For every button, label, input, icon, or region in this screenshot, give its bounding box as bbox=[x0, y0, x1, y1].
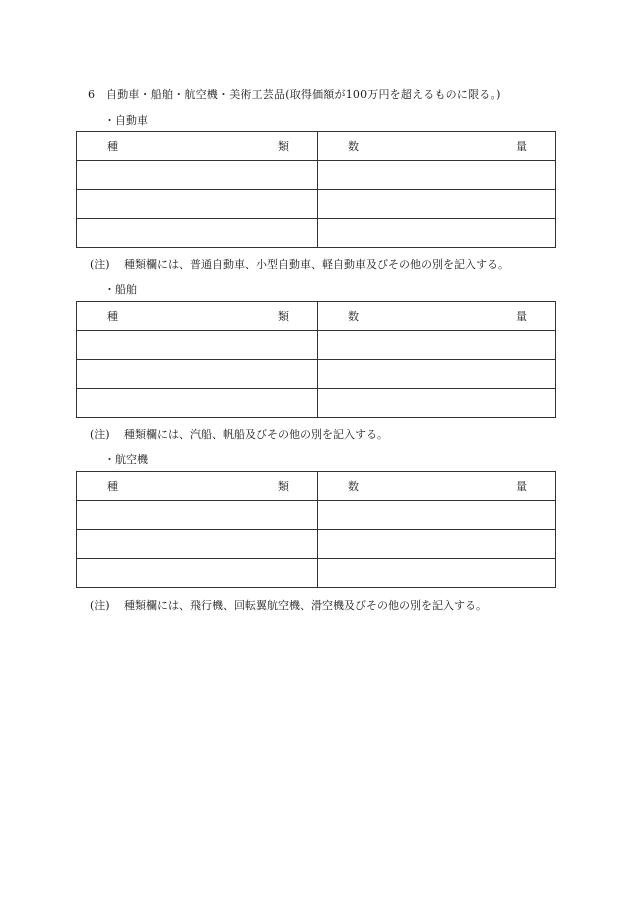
quantity-header-char-2: 量 bbox=[516, 140, 527, 153]
type-header-char-2: 類 bbox=[278, 310, 289, 323]
type-cell[interactable] bbox=[77, 501, 318, 530]
section-heading-text: 自動車・船舶・航空機・美術工芸品(取得価額が100万円を超えるものに限る。) bbox=[106, 88, 501, 101]
quantity-cell[interactable] bbox=[318, 530, 556, 559]
table-header-row bbox=[77, 132, 556, 161]
type-header-char-1: 種 bbox=[107, 480, 118, 493]
quantity-cell[interactable] bbox=[318, 190, 556, 219]
type-cell[interactable] bbox=[77, 331, 318, 360]
subsection-title-aircraft: ・航空機 bbox=[104, 453, 148, 466]
note-tag: (注) bbox=[90, 599, 110, 612]
quantity-column-header bbox=[318, 132, 556, 161]
table-row bbox=[77, 501, 556, 530]
type-column-header bbox=[77, 302, 318, 331]
type-cell[interactable] bbox=[77, 360, 318, 389]
table-row bbox=[77, 161, 556, 190]
quantity-header-char-1: 数 bbox=[348, 140, 359, 153]
quantity-header-char-2: 量 bbox=[516, 480, 527, 493]
type-cell[interactable] bbox=[77, 389, 318, 418]
type-cell[interactable] bbox=[77, 219, 318, 248]
quantity-cell[interactable] bbox=[318, 559, 556, 588]
quantity-cell[interactable] bbox=[318, 360, 556, 389]
type-header-char-1: 種 bbox=[107, 140, 118, 153]
type-cell[interactable] bbox=[77, 190, 318, 219]
type-column-header bbox=[77, 472, 318, 501]
aircraft-note bbox=[90, 597, 487, 613]
section-heading bbox=[88, 86, 501, 102]
type-column-header bbox=[77, 132, 318, 161]
note-text: 種類欄には、飛行機、回転翼航空機、滑空機及びその他の別を記入する。 bbox=[124, 599, 487, 612]
table-row bbox=[77, 559, 556, 588]
subsection-title-automobile: ・自動車 bbox=[104, 114, 148, 127]
quantity-column-header bbox=[318, 302, 556, 331]
note-tag: (注) bbox=[90, 258, 110, 271]
table-row bbox=[77, 360, 556, 389]
type-header-char-2: 類 bbox=[278, 480, 289, 493]
section-number: 6 bbox=[88, 88, 96, 101]
note-tag: (注) bbox=[90, 428, 110, 441]
type-header-char-1: 種 bbox=[107, 310, 118, 323]
quantity-cell[interactable] bbox=[318, 219, 556, 248]
quantity-cell[interactable] bbox=[318, 161, 556, 190]
automobile-note bbox=[90, 256, 509, 272]
table-header-row bbox=[77, 302, 556, 331]
quantity-header-char-1: 数 bbox=[348, 310, 359, 323]
ship-note bbox=[90, 426, 388, 442]
table-row bbox=[77, 389, 556, 418]
subsection-title-ship: ・船舶 bbox=[104, 283, 137, 296]
type-cell[interactable] bbox=[77, 559, 318, 588]
type-cell[interactable] bbox=[77, 530, 318, 559]
note-text: 種類欄には、普通自動車、小型自動車、軽自動車及びその他の別を記入する。 bbox=[124, 258, 509, 271]
quantity-header-char-1: 数 bbox=[348, 480, 359, 493]
quantity-cell[interactable] bbox=[318, 389, 556, 418]
table-row bbox=[77, 530, 556, 559]
quantity-header-char-2: 量 bbox=[516, 310, 527, 323]
aircraft-table bbox=[76, 471, 556, 588]
quantity-column-header bbox=[318, 472, 556, 501]
table-row bbox=[77, 219, 556, 248]
quantity-cell[interactable] bbox=[318, 501, 556, 530]
table-row bbox=[77, 331, 556, 360]
quantity-cell[interactable] bbox=[318, 331, 556, 360]
table-header-row bbox=[77, 472, 556, 501]
ship-table bbox=[76, 301, 556, 418]
type-header-char-2: 類 bbox=[278, 140, 289, 153]
note-text: 種類欄には、汽船、帆船及びその他の別を記入する。 bbox=[124, 428, 388, 441]
type-cell[interactable] bbox=[77, 161, 318, 190]
automobile-table bbox=[76, 131, 556, 248]
table-row bbox=[77, 190, 556, 219]
